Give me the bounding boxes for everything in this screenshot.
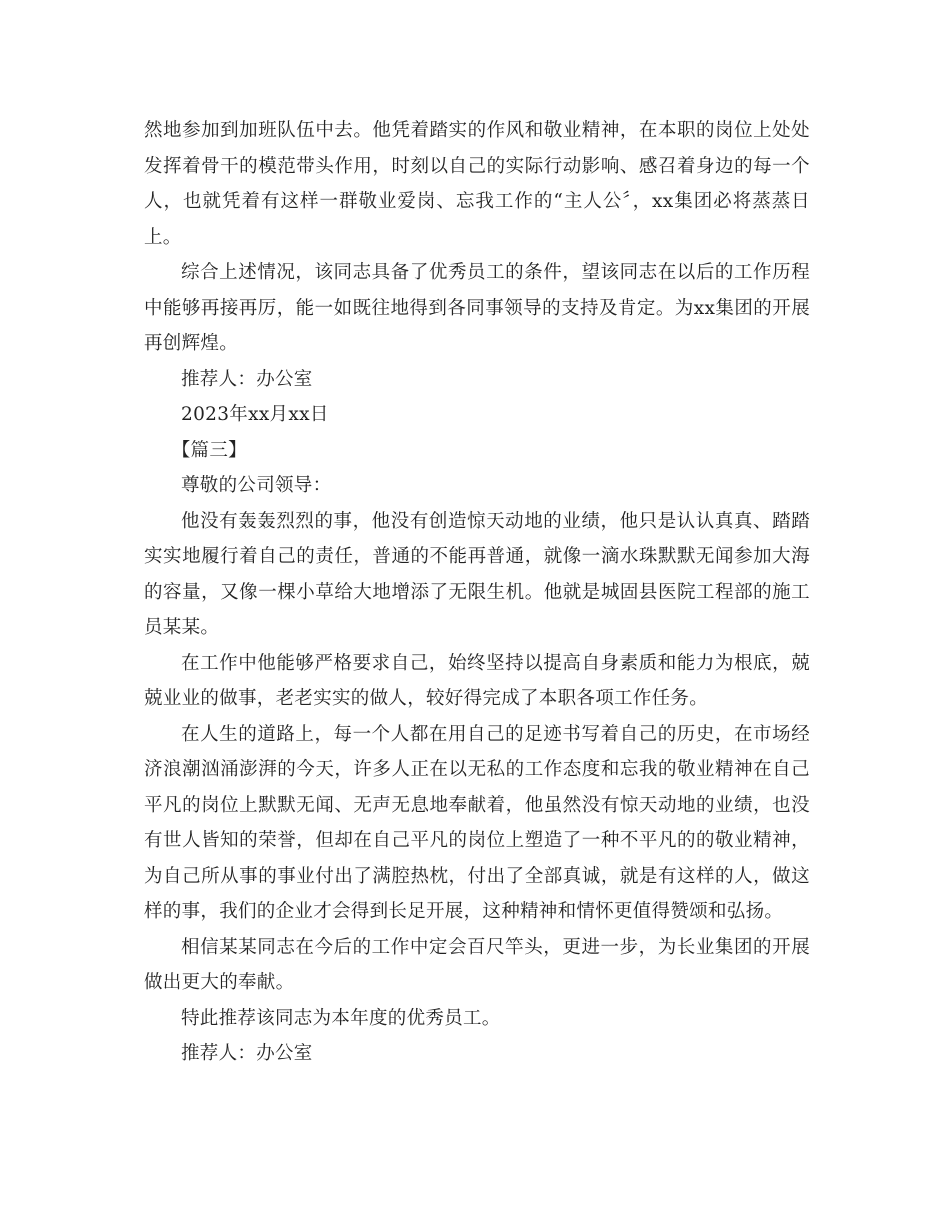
recommender-line: 推荐人：办公室 (181, 368, 313, 390)
document-body (144, 113, 810, 1072)
paragraph-work: 在工作中他能够严格要求自己，始终坚持以提高自身素质和能力为根底，兢兢业业的做事，老老实实的做人，较好得完成了本职各项工作任务。 (144, 652, 810, 709)
section-heading: 【篇三】 (171, 439, 247, 461)
paragraph-recommendation: 特此推荐该同志为本年度的优秀员工。 (181, 1007, 501, 1029)
paragraph-summary: 综合上述情况，该同志具备了优秀员工的条件，望该同志在以后的工作历程中能够再接再厉，能一如既往地得到各同事领导的支持及肯定。为xx集团的开展再创辉煌。 (144, 262, 810, 354)
recommender-line-2: 推荐人：办公室 (181, 1043, 313, 1064)
paragraph-continuation: 然地参加到加班队伍中去。他凭着踏实的作风和敬业精神，在本职的岗位上处处发挥着骨干的模范带头作用，时刻以自己的实际行动影响、感召着身边的每一个人，也就凭着有这样一群敬业爱岗、忘我工作的“主人公〞，xx集团必将蒸蒸日上。 (144, 120, 810, 248)
paragraph-intro: 他没有轰轰烈烈的事，他没有创造惊天动地的业绩，他只是认认真真、踏踏实实地履行着自己的责任，普通的不能再普通，就像一滴水珠默默无闻参加大海的容量，又像一棵小草给大地增添了无限生机。他就是城固县医院工程部的施工员某某。 (144, 510, 810, 638)
paragraph-life: 在人生的道路上，每一个人都在用自己的足迹书写着自己的历史，在市场经济浪潮汹涌澎湃的今天，许多人正在以无私的工作态度和忘我的敬业精神在自己平凡的岗位上默默无闻、无声无息地奉献着，他虽然没有惊天动地的业绩，也没有世人皆知的荣誉，但却在自己平凡的岗位上塑造了一种不平凡的的敬业精神，为自己所从事的事业付出了满腔热枕，付出了全部真诚，就是有这样的人，做这样的事，我们的企业才会得到长足开展，这种精神和情怀更值得赞颂和弘扬。 (144, 723, 810, 922)
paragraph-belief: 相信某某同志在今后的工作中定会百尺竿头，更进一步，为长业集团的开展做出更大的奉献。 (144, 936, 810, 993)
date-line: 2023年xx月xx日 (181, 404, 329, 425)
salutation: 尊敬的公司领导： (181, 475, 332, 496)
